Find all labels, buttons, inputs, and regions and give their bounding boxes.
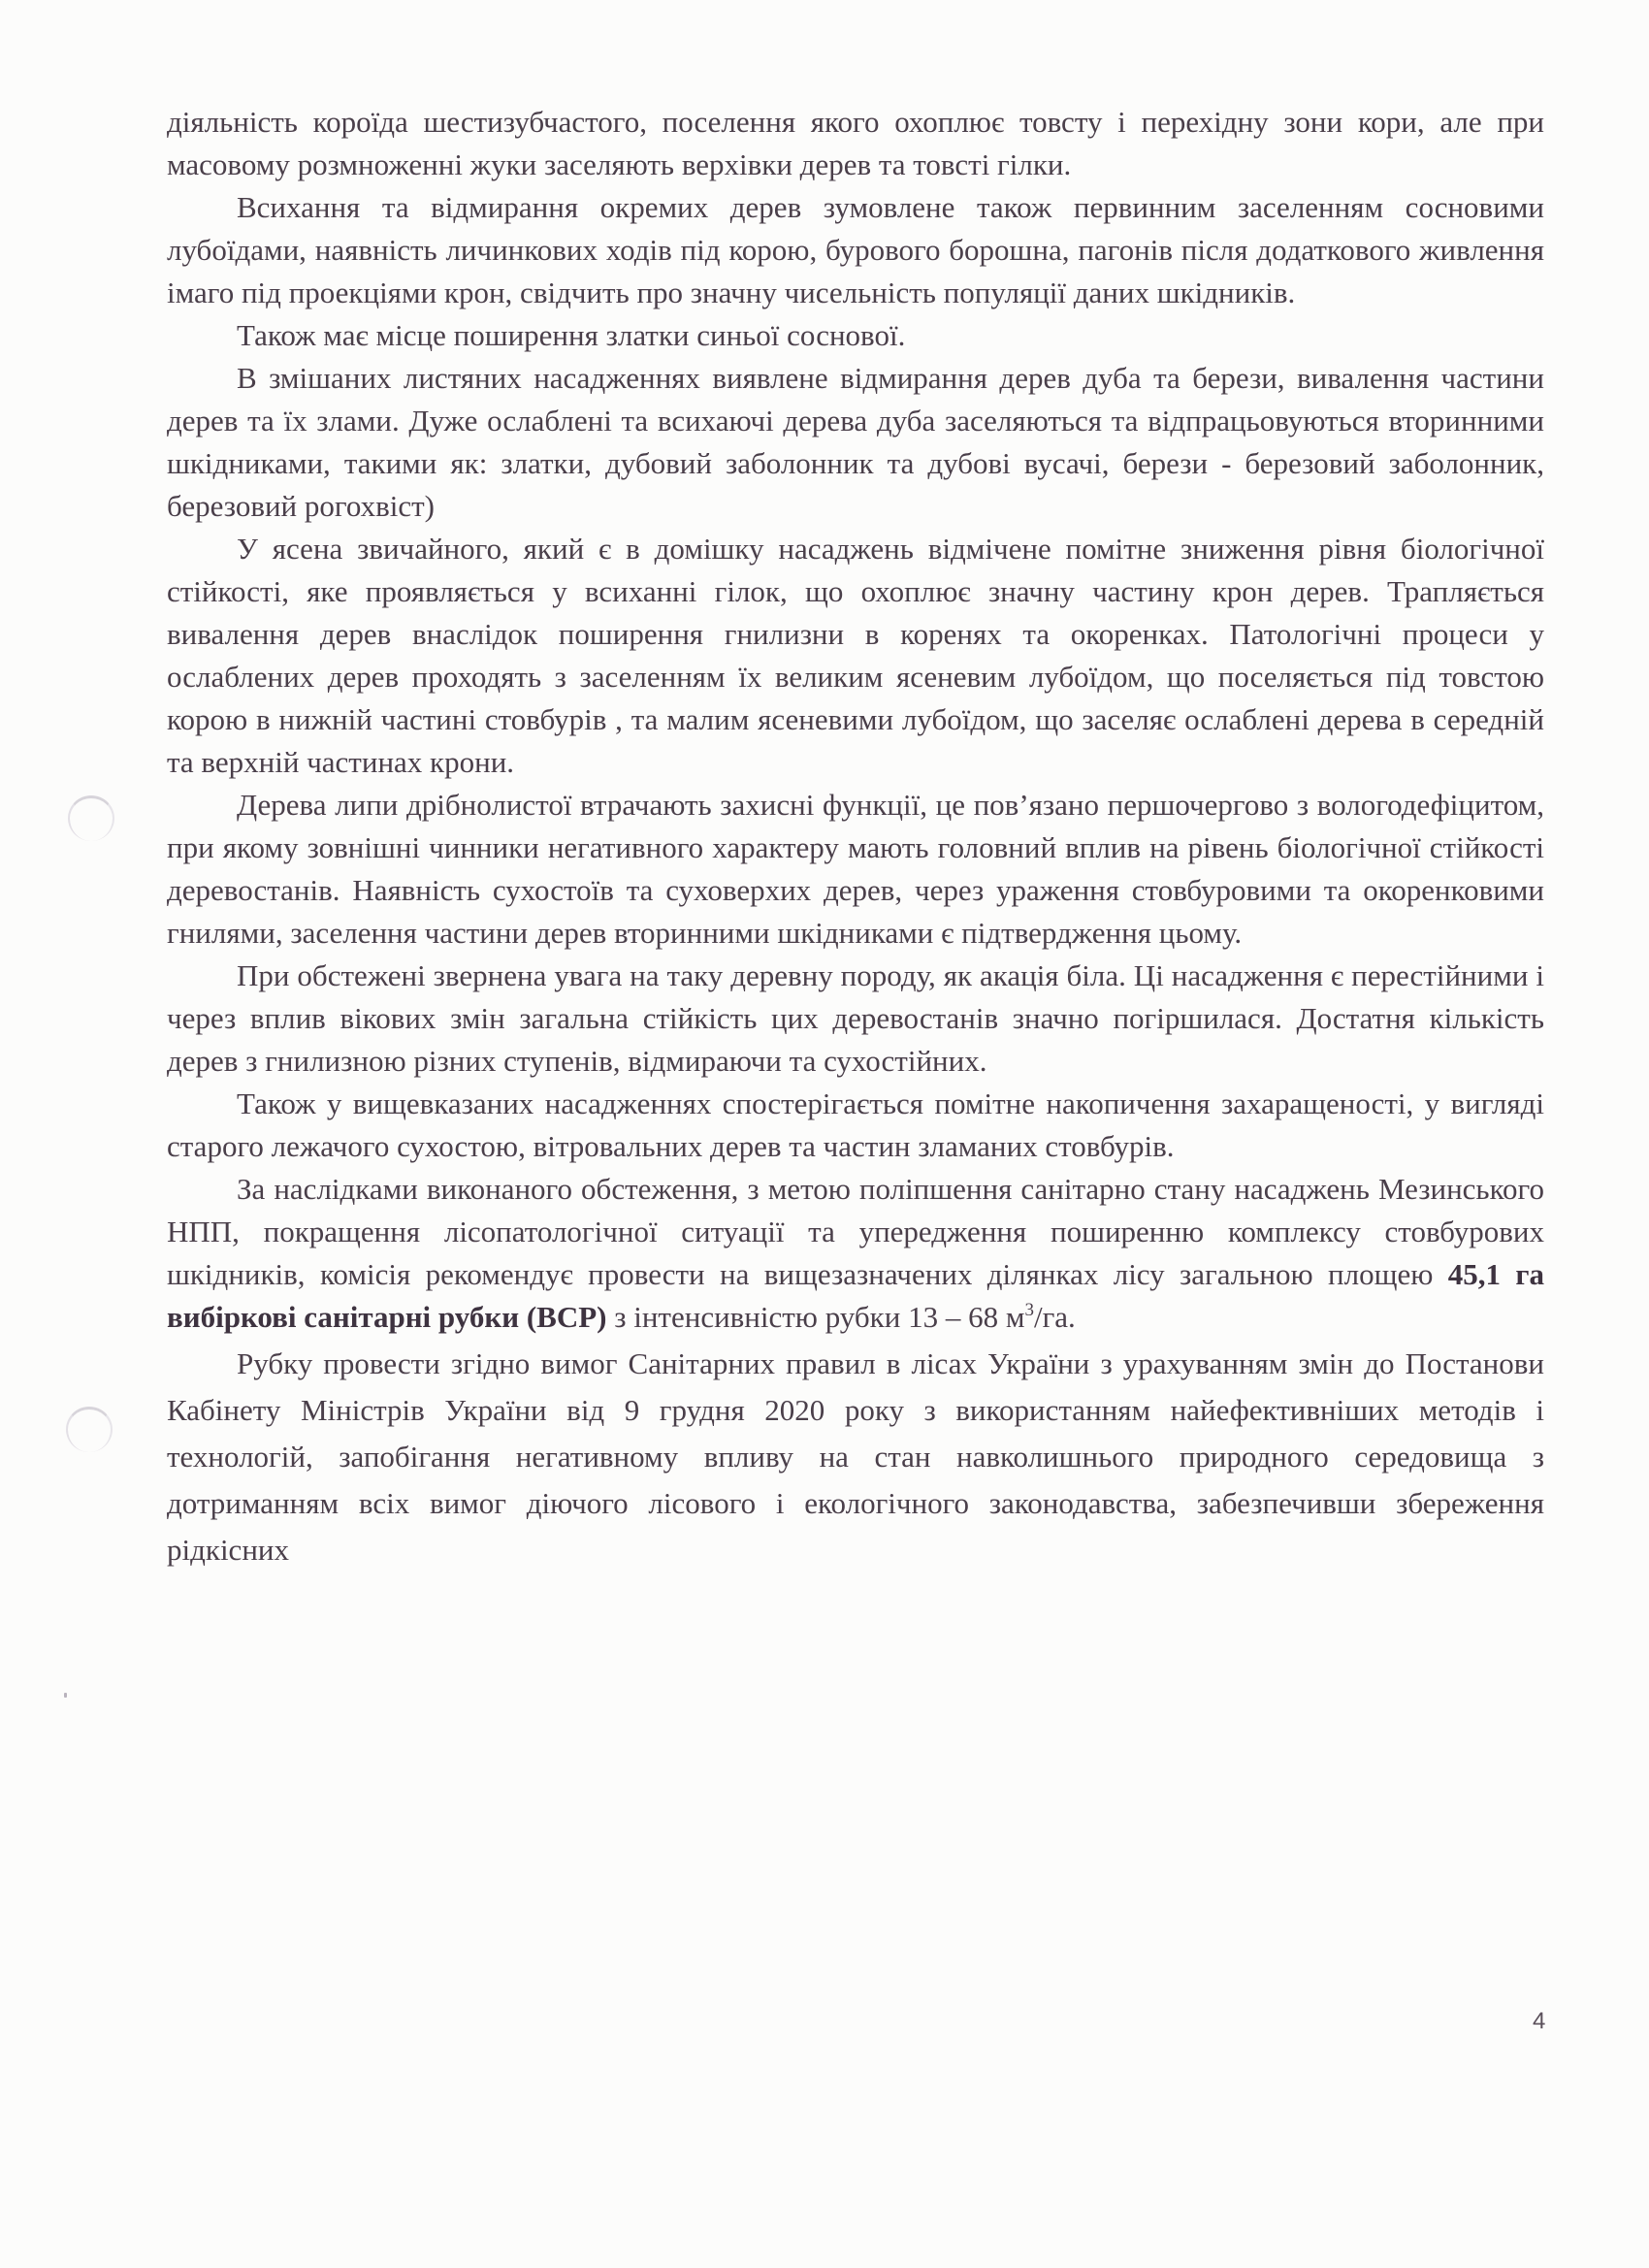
punch-hole-mark (68, 795, 114, 841)
recommendation-text: За наслідками виконаного обстеження, з метою поліпшення санітарно стану насаджень Мезинського НПП, покращення лісопатологічної ситуації та упередження поширенню комплексу стовбурових шкідників, комісія рекомендує провести на вищезазначених ділянках лісу загальною площею (167, 1172, 1544, 1291)
paragraph-acacia: При обстежені звернена увага на таку деревну породу, як акація біла. Ці насадження є перестійними і через вплив вікових змін загальна стійкість цих деревостанів значно погіршилася. Достатня кількість дерев з гнилизною різних ступенів, відмираючи та сухостійних. (167, 958, 1544, 1078)
paragraph-cutting-rules: Рубку провести згідно вимог Санітарних правил в лісах України з урахуванням змін до Постанови Кабінету Міністрів України від 9 грудня 2020 року з використанням найефективніших методів і технологій, запобігання негативному впливу на стан навколишнього природного середовища з дотриманням всіх вимог діючого лісового і екологічного законодавства, забезпечивши збереження рідкісних (167, 1346, 1544, 1567)
paragraph-jewel-beetle: Також має місце поширення златки синьої соснової. (237, 318, 906, 352)
page-number: 4 (1533, 2008, 1546, 2034)
paragraph-recommendation (167, 1168, 1544, 1339)
document-body (167, 101, 1544, 1573)
recommendation-bold-text: 45,1 га вибіркові санітарні рубки (ВСР) (167, 1257, 1545, 1334)
scan-speck (64, 1693, 67, 1698)
punch-hole-mark (66, 1407, 113, 1452)
paragraph-linden: Дерева липи дрібнолистої втрачають захисні функції, це пов’язано першочергово з вологодефіцитом, при якому зовнішні чинники негативного характеру мають головний вплив на рівень біологічної стійкості деревостанів. Наявність сухостоїв та суховерхих дерев, через ураження стовбуровими та окоренковими гнилями, заселення частини дерев вторинними шкідниками є підтвердження цьому. (167, 788, 1544, 950)
paragraph-ash: У ясена звичайного, який є в домішку насаджень відмічене помітне зниження рівня біологічної стійкості, яке проявляється у всиханні гілок, що охоплює значну частину крон дерев. Трапляється вивалення дерев внаслідок поширення гнилизни в коренях та окоренках. Патологічні процеси у ослаблених дерев проходять з заселенням їх великим ясеневим лубоїдом, що поселяється під товстою корою в нижній частині стовбурів , та малим ясеневими лубоїдом, що заселяє ослаблені дерева в середній та верхній частинах крони. (167, 532, 1544, 779)
paragraph-bark-beetle: діяльність короїда шестизубчастого, поселення якого охоплює товсту і перехідну зони кори, але при масовому розмноженні жуки заселяють верхівки дерев та товсті гілки. (167, 105, 1544, 181)
cubic-superscript: 3 (1024, 1300, 1034, 1320)
paragraph-mixed-deciduous: В змішаних листяних насадженнях виявлене відмирання дерев дуба та берези, вивалення частини дерев та їх злами. Дуже ослаблені та всихаючі дерева дуба заселяються та відпрацьовуються вторинними шкідниками, такими як: златки, дубовий заболонник та дубові вусачі, берези - березовий заболонник, березовий рогохвіст) (167, 361, 1544, 523)
recommendation-unit-text: /га. (1033, 1300, 1076, 1334)
paragraph-deadwood: Також у вищевказаних насадженнях спостерігається помітне накопичення захаращеності, у вигляді старого лежачого сухостою, вітровальних дерев та частин зламаних стовбурів. (167, 1086, 1544, 1163)
paragraph-pine-bast-beetles: Всихання та відмирання окремих дерев зумовлене також первинним заселенням сосновими лубоїдами, наявність личинкових ходів під корою, бурового борошна, пагонів після додаткового живлення імаго під проекціями крон, свідчить про значну чисельність популяції даних шкідників. (167, 190, 1544, 309)
recommendation-intensity-text: з інтенсивністю рубки 13 – 68 м (606, 1300, 1025, 1334)
